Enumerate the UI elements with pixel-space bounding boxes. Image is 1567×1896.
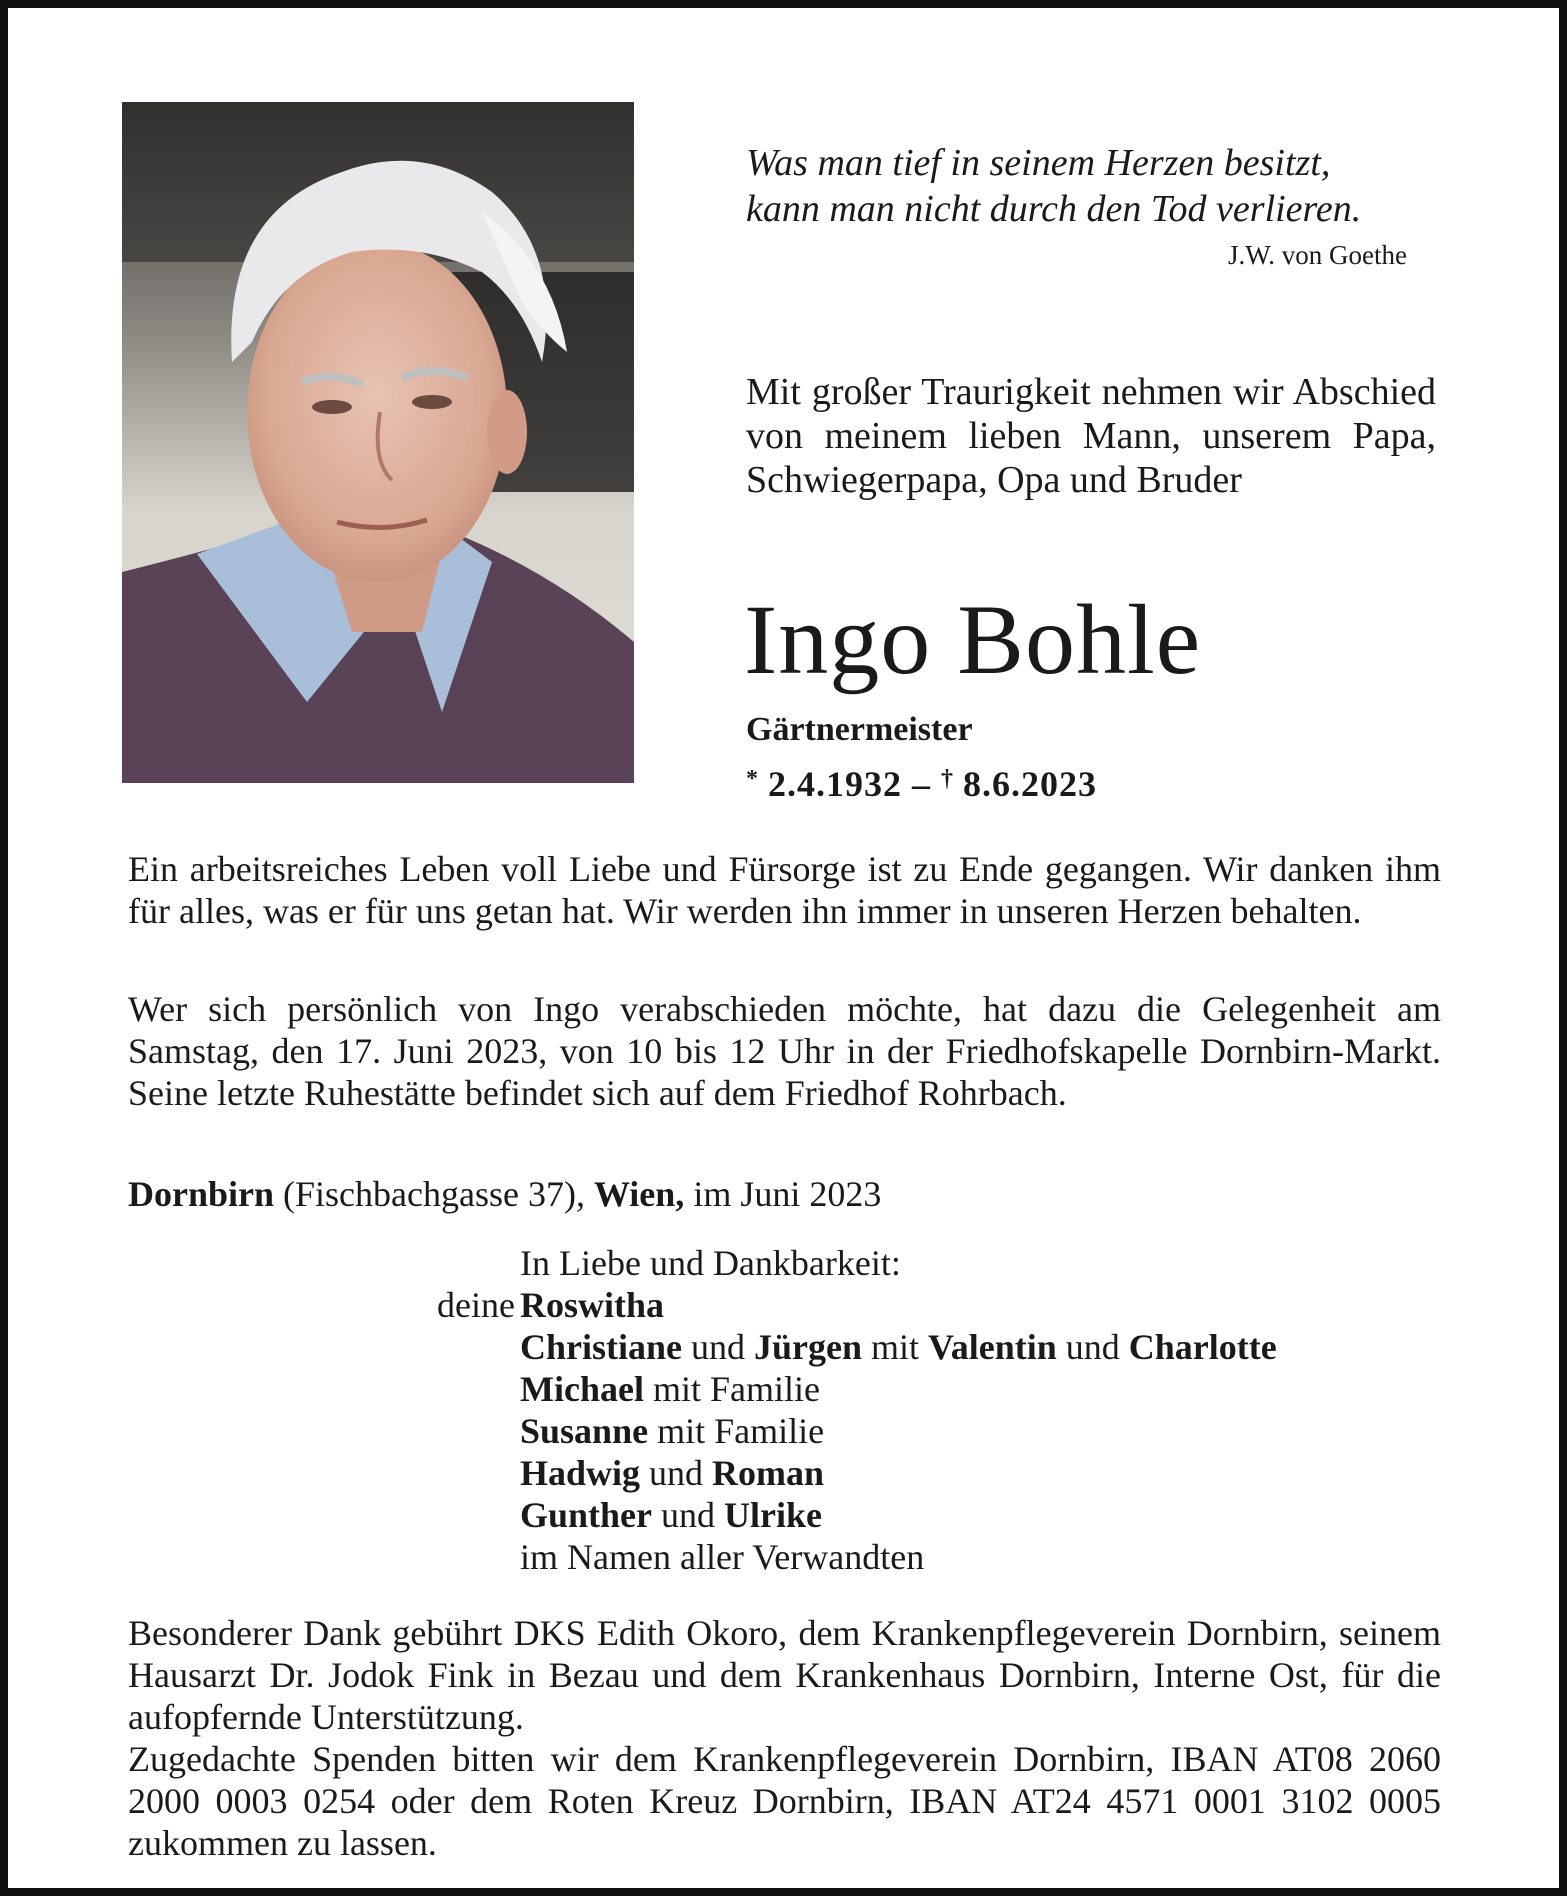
- mourner-row-3: [520, 1368, 820, 1410]
- connector: mit Familie: [657, 1411, 825, 1451]
- portrait-photo: [122, 102, 634, 783]
- connector: und: [649, 1453, 704, 1493]
- death-symbol: †: [941, 766, 953, 792]
- paragraph-life: Ein arbeitsreiches Leben voll Liebe und Fürsorge ist zu Ende gegangen. Wir danken ihm für alles, was er für uns getan hat. Wir werden ihn immer in unseren Herzen behalten.: [128, 849, 1441, 931]
- place-date: im Juni 2023: [693, 1174, 882, 1214]
- thanks-text: Besonderer Dank gebührt DKS Edith Okoro, dem Krankenpflegeverein Dornbirn, seinem Hausarzt Dr. Jodok Fink in Bezau und dem Krankenhaus Dornbirn, Interne Ost, für die aufopfernde Unterstützung.: [128, 1613, 1441, 1737]
- connector: mit Familie: [652, 1369, 820, 1409]
- place-address: (Fischbachgasse 37),: [283, 1174, 585, 1214]
- mourner-name: Valentin: [928, 1327, 1057, 1367]
- quote-author: J.W. von Goethe: [1228, 240, 1407, 270]
- intro-text: Mit großer Traurigkeit nehmen wir Abschied von meinem lieben Mann, unserem Papa, Schwiegerpapa, Opa und Bruder: [746, 371, 1436, 501]
- mourner-name: Michael: [520, 1369, 644, 1409]
- mourner-row-4: [520, 1410, 824, 1452]
- mourner-name: Roman: [712, 1453, 825, 1493]
- quote: [746, 140, 1426, 232]
- mourner-name: Jürgen: [754, 1327, 862, 1367]
- birth-date: 2.4.1932: [768, 764, 902, 804]
- date-separator: –: [912, 764, 931, 804]
- quote-line-1: Was man tief in seinem Herzen besitzt,: [746, 142, 1331, 184]
- mourner-name: Gunther: [520, 1495, 653, 1535]
- connector: und: [1065, 1327, 1120, 1367]
- death-date: 8.6.2023: [963, 764, 1097, 804]
- mourner-name: Susanne: [520, 1411, 649, 1451]
- mourner-row-6: [520, 1494, 822, 1536]
- mourner-name: Charlotte: [1128, 1327, 1277, 1367]
- mourner-roswitha: Roswitha: [520, 1285, 665, 1325]
- mourners-heading: In Liebe und Dankbarkeit:: [520, 1243, 901, 1283]
- place-city-1: Dornbirn: [128, 1174, 275, 1214]
- quote-line-2: kann man nicht durch den Tod verlieren.: [746, 188, 1362, 230]
- donations-text: Zugedachte Spenden bitten wir dem Krankenpflegeverein Dornbirn, IBAN AT08 2060 2000 0003 0254 oder dem Roten Kreuz Dornbirn, IBAN AT24 4571 0001 3102 0005 zukommen zu lassen.: [128, 1739, 1441, 1863]
- connector: mit: [871, 1327, 920, 1367]
- connector: und: [691, 1327, 745, 1367]
- place-city-2: Wien,: [593, 1174, 685, 1214]
- birth-symbol: *: [746, 766, 758, 792]
- connector: und: [661, 1495, 716, 1535]
- mourners-prefix: deine: [437, 1285, 515, 1325]
- deceased-name: Ingo Bohle: [744, 584, 1202, 695]
- paragraph-farewell: Wer sich persönlich von Ingo verabschieden möchte, hat dazu die Gelegenheit am Samstag, den 17. Juni 2023, von 10 bis 12 Uhr in der Friedhofskapelle Dornbirn-Markt. Seine letzte Ruhestätte befindet sich auf dem Friedhof Rohrbach.: [128, 989, 1441, 1113]
- mourner-row-2: [520, 1326, 1277, 1368]
- profession: Gärtnermeister: [746, 711, 973, 748]
- mourner-name: Ulrike: [724, 1495, 822, 1535]
- life-dates: [746, 758, 1097, 805]
- thanks-section: [128, 1612, 1441, 1864]
- mourner-row-5: [520, 1452, 824, 1494]
- mourner-name: Hadwig: [520, 1453, 641, 1493]
- mourners-closing: im Namen aller Verwandten: [520, 1537, 925, 1577]
- place-date-line: [128, 1173, 1441, 1215]
- mourner-name: Christiane: [520, 1327, 682, 1367]
